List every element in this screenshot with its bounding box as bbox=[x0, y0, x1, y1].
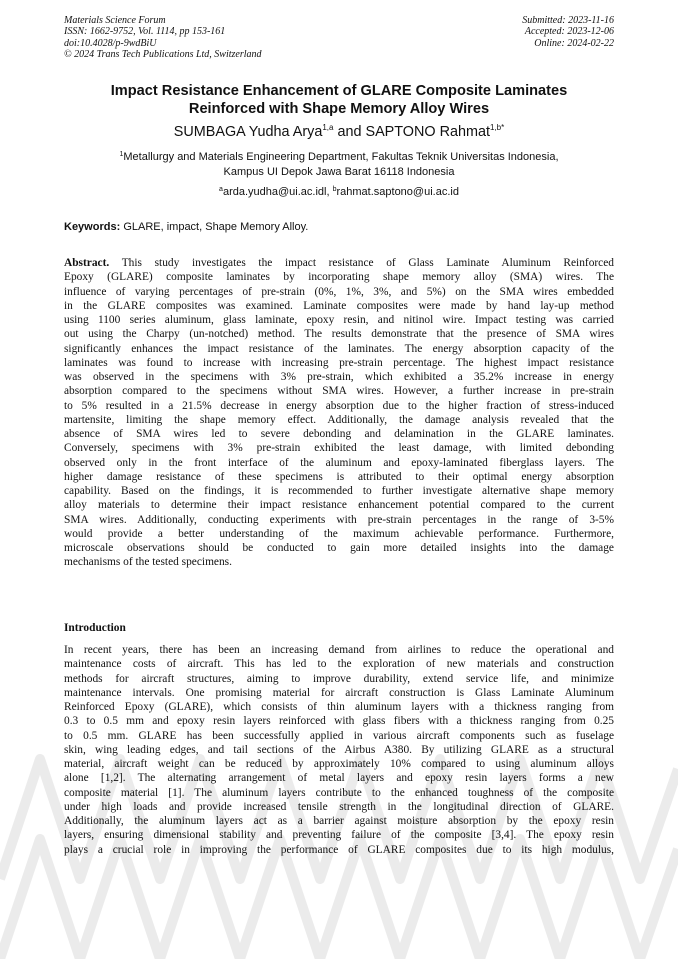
email-a[interactable]: arda.yudha@ui.ac.idl, bbox=[222, 186, 330, 198]
intro-line: alone [1,2]. The alternating arrangement of metal layers and epoxy resin layers forms a new bbox=[64, 772, 614, 785]
intro-line: skin, wing leading edges, and tail sections of the Airbus A380. By utilizing GLARE as a structural bbox=[64, 743, 614, 756]
author-emails bbox=[64, 185, 614, 199]
journal-name: Materials Science Forum bbox=[64, 15, 166, 26]
abstract-line: martensite, limiting the shape memory effect. Additionally, the damage analysis revealed that the bbox=[64, 413, 614, 426]
intro-line: methods for aircraft structures, aiming to improve durability, extend service life, and minimize bbox=[64, 672, 614, 685]
email-b[interactable]: rahmat.saptono@ui.ac.id bbox=[336, 186, 459, 198]
intro-line: under high loads and provide increased tensile strength in the longitudinal direction of GLARE. bbox=[64, 800, 614, 813]
abstract-first-line: This study investigates the impact resistance of Glass Laminate Aluminum Reinforced bbox=[121, 257, 614, 269]
abstract-label: Abstract. bbox=[64, 257, 110, 269]
paper-title bbox=[64, 82, 614, 118]
abstract-line: alloy materials to determine their impact resistance enhancement potential compared to the current bbox=[64, 499, 614, 512]
abstract-line: Conversely, specimens with 3% pre-strain exhibited the least damage, with limited debonding bbox=[64, 442, 614, 455]
abstract-line: SMA wires. Additionally, conducting experiments with pre-strain percentages in the range of 3-5% bbox=[64, 513, 614, 526]
intro-line: In recent years, there has been an increasing demand from airlines to reduce the operational and bbox=[64, 644, 614, 656]
issn: ISSN: 1662-9752, Vol. 1114, pp 153-161 bbox=[64, 26, 226, 38]
abstract-line: using 1100 series aluminum, glass laminate, epoxy resin, and nitinol wire. Impact testing was carried bbox=[64, 314, 614, 326]
intro-line: maintenance intervals. One promising material for aircraft construction is Glass Laminate Aluminum bbox=[64, 686, 614, 699]
intro-line: 0.3 to 0.5 mm and epoxy resin layers reinforced with glass fibers with a thickness ranging from 0.25 bbox=[64, 715, 614, 728]
affiliation-sup: 1 bbox=[119, 151, 124, 158]
abstract-line: in the GLARE composites was examined. Laminate composites were made by hand lay-up method bbox=[64, 299, 614, 312]
intro-line: Additionally, the aluminum layers act as a barrier against moisture absorption by the epoxy resin bbox=[64, 815, 614, 827]
keywords bbox=[64, 220, 614, 234]
abstract-line: capability. Based on the findings, it is recommended to further investigate alternative shape memory bbox=[64, 485, 614, 497]
abstract-line: would provide a better understanding of the maximum achievable performance. Furthermore, bbox=[64, 527, 614, 540]
abstract-line: higher damage resistance of these specimens is attributed to their optimal energy absorption bbox=[64, 470, 614, 483]
author-2: SAPTONO Rahmat bbox=[365, 124, 490, 140]
intro-line: layers, ensuring dimensional stability and preventing failure of the composite [3,4]. The epoxy resin bbox=[64, 829, 614, 842]
abstract-line: significantly enhances the impact resistance of the laminates. The energy absorption capacity of the bbox=[64, 342, 614, 355]
submitted-date: Submitted: 2023-11-16 bbox=[522, 15, 614, 26]
abstract-line: influence of varying percentages of pre-strain (0%, 1%, 3%, and 5%) on the SMA wires embedded bbox=[64, 285, 614, 298]
abstract bbox=[64, 256, 614, 570]
title-line-2: Reinforced with Shape Memory Alloy Wires bbox=[188, 101, 490, 117]
abstract-line: observed only in the front interface of the aluminum and epoxy-laminated fiberglass layers. The bbox=[64, 456, 614, 469]
author-1-sup: 1,a bbox=[322, 123, 334, 132]
author-1: SUMBAGA Yudha Arya bbox=[173, 124, 323, 140]
abstract-line: absorption compared to the specimens without SMA wires. However, a further increase in pre-strain bbox=[64, 385, 614, 398]
abstract-line: to 5% resulted in a 21.5% decrease in energy absorption due to the higher fraction of stress-induced bbox=[64, 399, 614, 412]
affiliation bbox=[64, 150, 614, 179]
affiliation-line-2: Kampus UI Depok Jawa Barat 16118 Indonesia bbox=[223, 165, 455, 178]
author-list bbox=[64, 123, 614, 141]
intro-line: maintenance costs of aircraft. This has led to the exploration of new materials and construction bbox=[64, 658, 614, 671]
introduction-body bbox=[64, 643, 614, 857]
keywords-text: GLARE, impact, Shape Memory Alloy. bbox=[123, 221, 309, 233]
doi: doi:10.4028/p-9wdBiU bbox=[64, 37, 157, 49]
email-a-sup: a bbox=[219, 186, 223, 193]
title-line-1: Impact Resistance Enhancement of GLARE Composite Laminates bbox=[110, 83, 568, 99]
intro-line: Reinforced Epoxy (GLARE), which consists of thin aluminum layers with a thickness ranging from bbox=[64, 701, 614, 713]
abstract-line: Epoxy (GLARE) composite laminates by incorporating shape memory alloy (SMA) wires. The bbox=[64, 271, 614, 284]
intro-line: material, aircraft weight can be reduced by approximately 10% compared to using aluminum alloys bbox=[64, 758, 614, 770]
keywords-label: Keywords: bbox=[64, 221, 121, 233]
affiliation-line-1: Metallurgy and Materials Engineering Department, Fakultas Teknik Universitas Indonesia, bbox=[123, 151, 559, 163]
email-b-sup: b bbox=[332, 186, 337, 193]
abstract-line bbox=[64, 256, 614, 270]
author-2-sup: 1,b* bbox=[489, 123, 505, 132]
copyright: © 2024 Trans Tech Publications Ltd, Switzerland bbox=[64, 49, 262, 61]
abstract-line: microscale observations should be conducted to gain more detailed insights into the damage bbox=[64, 542, 614, 554]
introduction-heading: Introduction bbox=[64, 622, 126, 634]
intro-line: plays a crucial role in improving the performance of GLARE composites due to its high modulus, bbox=[64, 843, 614, 856]
online-date: Online: 2024-02-22 bbox=[534, 37, 614, 49]
intro-line: composite material [1]. The aluminum layers contribute to the enhanced toughness of the composite bbox=[64, 786, 614, 799]
abstract-line: absence of SMA wires led to severe debonding and delamination in the GLARE laminates. bbox=[64, 428, 614, 440]
author-conjunction: and bbox=[337, 124, 362, 140]
abstract-line: laminates was found to increase with increasing pre-strain percentage. The highest impact resistance bbox=[64, 356, 614, 369]
accepted-date: Accepted: 2023-12-06 bbox=[524, 26, 614, 38]
abstract-last-line: mechanisms of the tested specimens. bbox=[64, 556, 232, 569]
abstract-line: out using the Charpy (un-notched) method. The results demonstrate that the presence of SMA wires bbox=[64, 328, 614, 341]
intro-line: to 0.5 mm. GLARE has been successfully applied in various aircraft components such as fuselage bbox=[64, 729, 614, 742]
abstract-line: was observed in the specimens with 3% pre-strain, which exhibited a 35.2% increase in energy bbox=[64, 371, 614, 383]
